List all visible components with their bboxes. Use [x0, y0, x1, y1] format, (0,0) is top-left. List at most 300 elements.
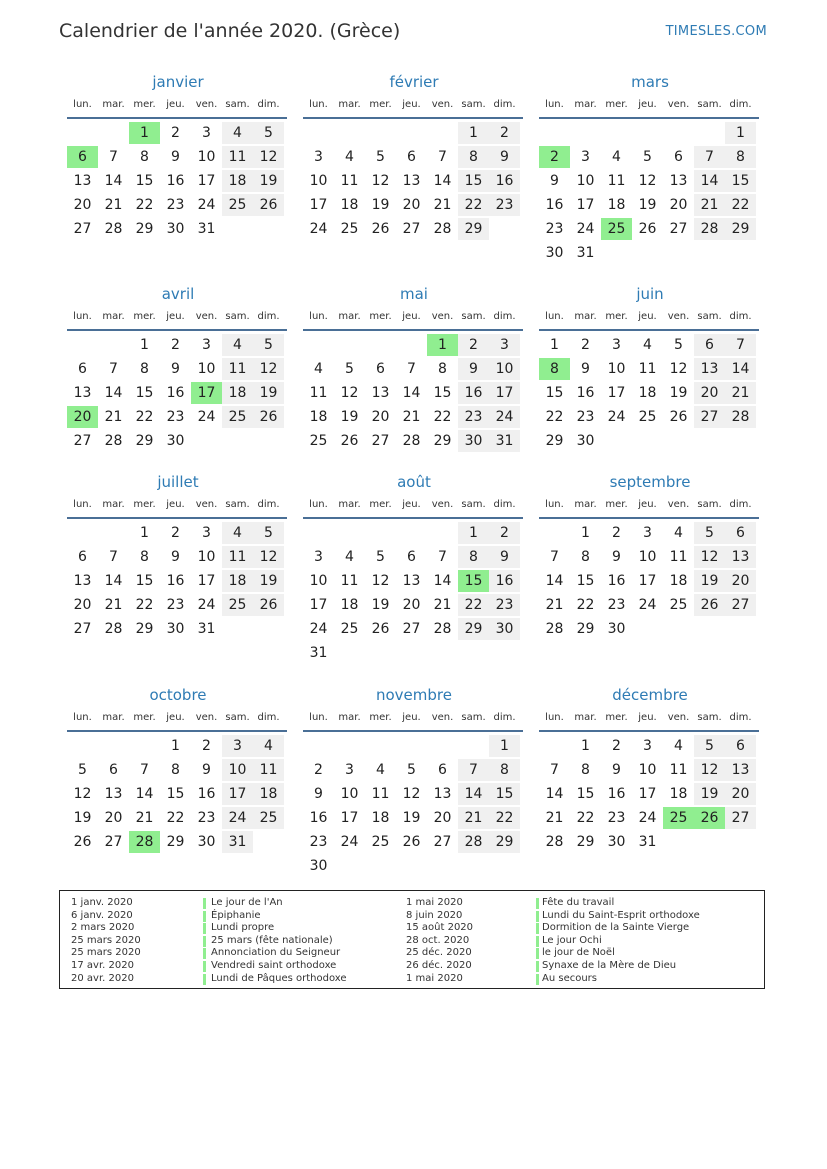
day-cell: 22: [433, 409, 452, 425]
day-cell: 6: [407, 549, 416, 565]
day-cell: 15: [166, 786, 185, 802]
day-cell: 22: [576, 810, 595, 826]
day-cell: 28: [458, 831, 489, 853]
day-cell: 30: [576, 433, 595, 449]
weekday-label: mer.: [605, 311, 628, 322]
day-cell: 4: [674, 525, 683, 541]
site-link[interactable]: TIMESLES.COM: [665, 24, 767, 39]
month-4: [67, 284, 289, 453]
day-cell: 5: [643, 149, 652, 165]
day-cell: 13: [371, 385, 390, 401]
day-cell: 13: [694, 358, 725, 380]
day-cell: 9: [458, 358, 489, 380]
day-cell: 25: [669, 597, 688, 613]
day-cell: 10: [197, 361, 216, 377]
holiday-name: Dormition de la Sainte Vierge: [542, 922, 690, 934]
weekday-label: mer.: [133, 99, 156, 110]
day-cell: 31: [576, 245, 595, 261]
day-cell: 21: [694, 194, 725, 216]
day-cell: 16: [166, 573, 185, 589]
holiday-date: 8 juin 2020: [406, 909, 463, 921]
day-cell: 9: [612, 549, 621, 565]
day-cell: 14: [458, 783, 489, 805]
day-cell: 12: [694, 759, 725, 781]
day-cell: 14: [725, 358, 756, 380]
day-cell: 31: [489, 430, 520, 452]
day-cell: 12: [371, 573, 390, 589]
weekday-label: lun.: [309, 712, 328, 723]
day-cell: 3: [314, 549, 323, 565]
day-cell: 14: [433, 173, 452, 189]
empty-cell: [98, 121, 129, 145]
day-cell: 9: [314, 786, 323, 802]
day-grid: [303, 333, 525, 453]
day-cell: 25: [253, 807, 284, 829]
day-cell: 17: [197, 173, 216, 189]
day-cell: 5: [253, 122, 284, 144]
day-cell: 21: [104, 409, 123, 425]
month-separator: [303, 117, 523, 119]
empty-cell: [427, 521, 458, 545]
empty-cell: [67, 521, 98, 545]
empty-cell: [396, 521, 427, 545]
weekday-label: ven.: [431, 99, 454, 110]
weekday-label: mer.: [369, 99, 392, 110]
holiday-marker: [203, 961, 206, 972]
month-9: [539, 472, 761, 641]
day-cell: 24: [607, 409, 626, 425]
day-cell: 10: [197, 549, 216, 565]
day-cell: 7: [438, 549, 447, 565]
day-cell: 22: [135, 597, 154, 613]
weekday-label: lun.: [545, 712, 564, 723]
weekday-label: sam.: [697, 712, 722, 723]
weekday-label: dim.: [493, 311, 516, 322]
day-cell: 31: [197, 621, 216, 637]
holiday-marker: [536, 961, 539, 972]
holiday-name: Épiphanie: [211, 909, 261, 921]
holiday-date: 2 mars 2020: [71, 922, 135, 934]
day-cell: 14: [104, 573, 123, 589]
day-cell: 11: [222, 358, 253, 380]
month-separator: [303, 517, 523, 519]
day-cell: 30: [166, 621, 185, 637]
holiday-day-cell: 20: [67, 406, 98, 428]
weekday-label: ven.: [195, 99, 218, 110]
day-cell: 3: [643, 738, 652, 754]
holiday-day-cell: 2: [539, 146, 570, 168]
day-cell: 26: [638, 221, 657, 237]
day-cell: 20: [725, 783, 756, 805]
holiday-marker: [203, 936, 206, 947]
day-cell: 6: [109, 762, 118, 778]
day-cell: 2: [489, 122, 520, 144]
holiday-marker: [203, 974, 206, 985]
day-cell: 7: [109, 549, 118, 565]
day-cell: 12: [253, 546, 284, 568]
weekday-label: ven.: [667, 499, 690, 510]
day-cell: 4: [222, 334, 253, 356]
day-cell: 12: [669, 361, 688, 377]
empty-cell: [396, 121, 427, 145]
weekday-label: mer.: [369, 712, 392, 723]
weekday-label: sam.: [461, 499, 486, 510]
day-cell: 22: [166, 810, 185, 826]
day-cell: 25: [222, 406, 253, 428]
holiday-name: Fête du travail: [542, 897, 615, 908]
weekday-label: mer.: [605, 712, 628, 723]
weekday-header: [303, 97, 525, 113]
weekday-label: lun.: [309, 311, 328, 322]
day-cell: 20: [433, 810, 452, 826]
day-cell: 8: [140, 361, 149, 377]
weekday-label: dim.: [257, 99, 280, 110]
holiday-name: Lundi propre: [211, 922, 275, 934]
day-cell: 12: [340, 385, 359, 401]
day-cell: 30: [607, 621, 626, 637]
empty-cell: [396, 333, 427, 357]
day-cell: 17: [340, 810, 359, 826]
weekday-label: mar.: [338, 499, 361, 510]
day-grid: [67, 333, 289, 453]
day-cell: 21: [725, 382, 756, 404]
month-name: mars: [631, 73, 669, 91]
weekday-label: dim.: [257, 311, 280, 322]
weekday-header: [67, 710, 289, 726]
day-cell: 21: [433, 197, 452, 213]
holiday-name: Synaxe de la Mère de Dieu: [542, 960, 677, 971]
day-cell: 5: [694, 735, 725, 757]
weekday-label: ven.: [195, 499, 218, 510]
day-cell: 16: [607, 573, 626, 589]
day-cell: 27: [104, 834, 123, 850]
day-cell: 16: [607, 786, 626, 802]
holiday-marker: [536, 936, 539, 947]
day-cell: 28: [402, 433, 421, 449]
empty-cell: [303, 121, 334, 145]
day-cell: 28: [104, 621, 123, 637]
day-cell: 6: [376, 361, 385, 377]
weekday-label: sam.: [461, 99, 486, 110]
day-cell: 23: [458, 406, 489, 428]
day-cell: 6: [694, 334, 725, 356]
day-cell: 12: [402, 786, 421, 802]
day-cell: 28: [545, 621, 564, 637]
day-cell: 3: [643, 525, 652, 541]
day-cell: 15: [489, 783, 520, 805]
empty-cell: [539, 521, 570, 545]
empty-cell: [694, 121, 725, 145]
month-1: [67, 72, 289, 241]
day-cell: 9: [171, 361, 180, 377]
day-cell: 10: [309, 173, 328, 189]
weekday-label: mar.: [574, 712, 597, 723]
day-cell: 14: [402, 385, 421, 401]
weekday-label: mar.: [338, 311, 361, 322]
day-cell: 28: [104, 221, 123, 237]
weekday-label: jeu.: [166, 712, 185, 723]
day-cell: 1: [581, 525, 590, 541]
day-cell: 15: [725, 170, 756, 192]
day-cell: 1: [725, 122, 756, 144]
day-cell: 7: [109, 149, 118, 165]
day-cell: 24: [638, 597, 657, 613]
day-cell: 18: [340, 597, 359, 613]
day-cell: 19: [371, 197, 390, 213]
month-2: [303, 72, 525, 241]
day-cell: 23: [607, 597, 626, 613]
weekday-label: lun.: [545, 99, 564, 110]
month-name: novembre: [376, 686, 452, 704]
day-cell: 8: [581, 549, 590, 565]
day-cell: 18: [222, 170, 253, 192]
day-cell: 4: [314, 361, 323, 377]
day-cell: 29: [725, 218, 756, 240]
day-cell: 17: [638, 786, 657, 802]
weekday-label: sam.: [225, 311, 250, 322]
day-cell: 23: [166, 197, 185, 213]
holiday-name: Le jour Ochi: [542, 934, 602, 946]
day-cell: 27: [371, 433, 390, 449]
day-cell: 7: [458, 759, 489, 781]
day-cell: 20: [104, 810, 123, 826]
day-cell: 8: [458, 546, 489, 568]
day-cell: 8: [438, 361, 447, 377]
day-cell: 29: [166, 834, 185, 850]
day-cell: 29: [489, 831, 520, 853]
day-cell: 21: [104, 597, 123, 613]
day-cell: 12: [694, 546, 725, 568]
day-cell: 23: [489, 594, 520, 616]
day-cell: 9: [612, 762, 621, 778]
empty-cell: [98, 521, 129, 545]
day-cell: 17: [576, 197, 595, 213]
day-cell: 20: [725, 570, 756, 592]
day-cell: 12: [253, 358, 284, 380]
holiday-day-cell: 6: [67, 146, 98, 168]
day-cell: 19: [253, 382, 284, 404]
day-cell: 10: [309, 573, 328, 589]
empty-cell: [427, 121, 458, 145]
weekday-label: jeu.: [166, 99, 185, 110]
weekday-label: ven.: [195, 311, 218, 322]
weekday-label: mar.: [102, 499, 125, 510]
empty-cell: [427, 734, 458, 758]
day-cell: 8: [140, 549, 149, 565]
day-cell: 22: [725, 194, 756, 216]
weekday-label: ven.: [195, 712, 218, 723]
month-separator: [67, 730, 287, 732]
day-cell: 5: [78, 762, 87, 778]
day-cell: 15: [135, 173, 154, 189]
day-cell: 29: [433, 433, 452, 449]
day-cell: 29: [458, 218, 489, 240]
weekday-label: lun.: [73, 712, 92, 723]
empty-cell: [67, 333, 98, 357]
day-cell: 4: [612, 149, 621, 165]
day-cell: 6: [78, 549, 87, 565]
weekday-header: [67, 497, 289, 513]
empty-cell: [632, 121, 663, 145]
day-cell: 21: [545, 810, 564, 826]
day-cell: 10: [576, 173, 595, 189]
weekday-label: mar.: [574, 99, 597, 110]
holiday-date: 1 mai 2020: [406, 897, 463, 908]
holiday-marker: [536, 974, 539, 985]
day-cell: 27: [669, 221, 688, 237]
day-cell: 23: [309, 834, 328, 850]
weekday-label: jeu.: [638, 311, 657, 322]
day-cell: 24: [197, 409, 216, 425]
day-cell: 18: [309, 409, 328, 425]
day-cell: 15: [576, 786, 595, 802]
month-name: avril: [161, 285, 195, 303]
day-cell: 18: [669, 786, 688, 802]
month-3: [539, 72, 761, 265]
month-separator: [67, 117, 287, 119]
day-cell: 18: [371, 810, 390, 826]
day-cell: 30: [458, 430, 489, 452]
day-cell: 17: [607, 385, 626, 401]
empty-cell: [303, 734, 334, 758]
day-cell: 16: [197, 786, 216, 802]
weekday-label: dim.: [493, 712, 516, 723]
day-grid: [539, 521, 761, 641]
day-cell: 7: [694, 146, 725, 168]
month-name: septembre: [609, 473, 691, 491]
day-cell: 2: [171, 525, 180, 541]
day-cell: 31: [638, 834, 657, 850]
day-cell: 8: [171, 762, 180, 778]
page-title: Calendrier de l'année 2020. (Grèce): [59, 20, 401, 42]
day-cell: 28: [104, 433, 123, 449]
day-cell: 3: [314, 149, 323, 165]
empty-cell: [365, 333, 396, 357]
day-cell: 15: [135, 573, 154, 589]
day-cell: 10: [638, 549, 657, 565]
day-cell: 29: [545, 433, 564, 449]
day-cell: 23: [166, 409, 185, 425]
day-cell: 10: [222, 759, 253, 781]
weekday-label: jeu.: [402, 311, 421, 322]
day-cell: 13: [73, 173, 92, 189]
day-cell: 6: [407, 149, 416, 165]
day-cell: 2: [171, 337, 180, 353]
day-cell: 31: [197, 221, 216, 237]
day-cell: 24: [309, 621, 328, 637]
day-cell: 15: [135, 385, 154, 401]
day-cell: 1: [489, 735, 520, 757]
day-cell: 6: [725, 735, 756, 757]
day-cell: 1: [171, 738, 180, 754]
day-cell: 10: [607, 361, 626, 377]
empty-cell: [365, 734, 396, 758]
day-cell: 2: [458, 334, 489, 356]
day-cell: 31: [309, 645, 328, 661]
weekday-label: lun.: [309, 99, 328, 110]
day-cell: 21: [433, 597, 452, 613]
day-cell: 11: [253, 759, 284, 781]
day-cell: 11: [669, 762, 688, 778]
day-cell: 3: [612, 337, 621, 353]
holiday-day-cell: 17: [191, 382, 222, 404]
weekday-label: jeu.: [638, 712, 657, 723]
weekday-label: sam.: [225, 499, 250, 510]
day-cell: 1: [140, 525, 149, 541]
day-cell: 25: [309, 433, 328, 449]
day-cell: 16: [545, 197, 564, 213]
month-name: juin: [636, 285, 664, 303]
day-cell: 25: [340, 621, 359, 637]
day-cell: 30: [489, 618, 520, 640]
day-cell: 9: [202, 762, 211, 778]
day-grid: [67, 521, 289, 641]
holiday-name: Vendredi saint orthodoxe: [211, 960, 337, 971]
day-cell: 14: [694, 170, 725, 192]
day-cell: 14: [545, 786, 564, 802]
day-cell: 4: [253, 735, 284, 757]
holiday-name: Lundi du Saint-Esprit orthodoxe: [542, 909, 700, 921]
day-cell: 22: [576, 597, 595, 613]
weekday-label: mer.: [133, 311, 156, 322]
weekday-label: mer.: [369, 499, 392, 510]
day-cell: 21: [545, 597, 564, 613]
month-6: [539, 284, 761, 453]
weekday-label: mar.: [338, 99, 361, 110]
day-cell: 8: [140, 149, 149, 165]
day-cell: 15: [545, 385, 564, 401]
month-separator: [67, 329, 287, 331]
day-cell: 14: [104, 173, 123, 189]
day-cell: 19: [340, 409, 359, 425]
day-cell: 7: [550, 549, 559, 565]
day-cell: 16: [309, 810, 328, 826]
day-cell: 11: [371, 786, 390, 802]
day-cell: 30: [166, 433, 185, 449]
day-cell: 26: [371, 621, 390, 637]
holiday-marker: [203, 911, 206, 922]
weekday-label: sam.: [461, 712, 486, 723]
month-name: janvier: [152, 73, 204, 91]
day-cell: 24: [340, 834, 359, 850]
day-cell: 13: [104, 786, 123, 802]
weekday-label: sam.: [461, 311, 486, 322]
day-cell: 31: [222, 831, 253, 853]
day-cell: 27: [694, 406, 725, 428]
weekday-label: sam.: [697, 99, 722, 110]
holiday-marker: [203, 898, 206, 909]
day-cell: 4: [376, 762, 385, 778]
holiday-name: le jour de Noël: [542, 947, 615, 959]
day-cell: 18: [607, 197, 626, 213]
weekday-label: jeu.: [638, 499, 657, 510]
holiday-marker: [536, 923, 539, 934]
holiday-date: 17 avr. 2020: [71, 960, 134, 971]
day-cell: 7: [550, 762, 559, 778]
day-cell: 20: [694, 382, 725, 404]
holiday-day-cell: 15: [458, 570, 489, 592]
day-cell: 25: [340, 221, 359, 237]
day-cell: 5: [253, 522, 284, 544]
day-cell: 24: [197, 597, 216, 613]
empty-cell: [98, 333, 129, 357]
weekday-label: mar.: [574, 311, 597, 322]
empty-cell: [570, 121, 601, 145]
day-cell: 26: [253, 194, 284, 216]
day-cell: 2: [171, 125, 180, 141]
empty-cell: [365, 121, 396, 145]
day-cell: 9: [489, 546, 520, 568]
